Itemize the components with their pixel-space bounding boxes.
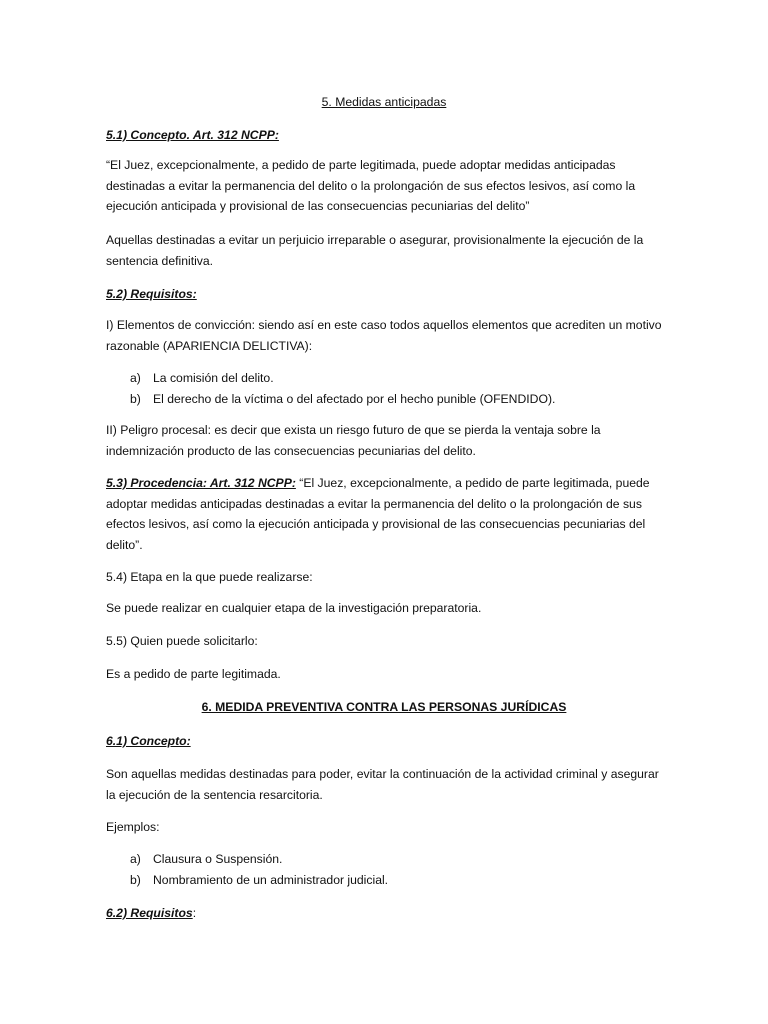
list-item-text: La comisión del delito. — [153, 371, 274, 385]
examples-label: Ejemplos: — [106, 820, 160, 834]
list-marker: b) — [130, 391, 141, 406]
section-5-title: 5. Medidas anticipadas — [321, 95, 447, 109]
section-5-2-heading: 5.2) Requisitos: — [106, 287, 197, 301]
list-marker: a) — [130, 852, 141, 866]
section-5-4-text: Se puede realizar en cualquier etapa de la investigación preparatoria. — [106, 601, 482, 615]
section-5-1-paragraph: Aquellas destinadas a evitar un perjuicio irreparable o asegurar, provisionalmente la ejecución de la sentencia definitiva. — [106, 233, 644, 268]
section-5-5-heading: 5.5) Quien puede solicitarlo: — [106, 634, 258, 648]
section-6-2-heading: 6.2) Requisitos: — [106, 906, 197, 920]
list-item-text: El derecho de la víctima o del afectado por el hecho punible (OFENDIDO). — [153, 391, 556, 406]
section-6-1-heading: 6.1) Concepto: — [106, 734, 191, 748]
examples-list — [130, 849, 670, 890]
section-5-5-text: Es a pedido de parte legitimada. — [106, 667, 281, 681]
section-5-1-quote: “El Juez, excepcionalmente, a pedido de parte legitimada, puede adoptar medidas anticipadas destinadas a evitar la permanencia del delito o la prolongación de sus efectos lesivos, así como la ejecución anticipada y provisional de las consecuencias pecuniarias del delito” — [106, 158, 636, 213]
list-item — [130, 389, 670, 410]
section-5-3-text: “El Juez, excepcionalmente, a pedido de parte legitimada, puede adoptar medidas anticipadas destinadas a evitar la permanencia del delito o la prolongación de sus efectos lesivos, así como la ejecución anticipada y provisional de las consecuencias pecuniarias del delito”. — [106, 476, 650, 552]
section-6-1-paragraph: Son aquellas medidas destinadas para poder, evitar la continuación de la actividad criminal y asegurar la ejecución de la sentencia resarcitoria. — [106, 767, 659, 802]
list-item-text: Clausura o Suspensión. — [153, 852, 283, 866]
list-item-text: Nombramiento de un administrador judicial. — [153, 872, 389, 887]
section-5-1-heading: 5.1) Concepto. Art. 312 NCPP: — [106, 128, 279, 142]
section-6-title: 6. MEDIDA PREVENTIVA CONTRA LAS PERSONAS JURÍDICAS — [201, 700, 567, 714]
list-item — [130, 368, 670, 389]
requirement-1-list — [130, 368, 670, 409]
section-5-4-heading: 5.4) Etapa en la que puede realizarse: — [106, 570, 313, 584]
list-marker: b) — [130, 872, 141, 887]
list-marker: a) — [130, 371, 141, 385]
list-item — [130, 870, 670, 891]
requirement-1-paragraph: I) Elementos de convicción: siendo así en este caso todos aquellos elementos que acrediten un motivo razonable (APARIENCIA DELICTIVA): — [106, 318, 662, 353]
list-item — [130, 849, 670, 870]
section-5-3-heading: 5.3) Procedencia: Art. 312 NCPP: — [106, 476, 296, 490]
section-5-3-paragraph — [106, 473, 666, 555]
heading-colon: : — [192, 906, 197, 920]
requirement-2-paragraph: II) Peligro procesal: es decir que exista un riesgo futuro de que se pierda la ventaja sobre la indemnización producto de las consecuencias pecuniarias del delito. — [106, 423, 601, 458]
